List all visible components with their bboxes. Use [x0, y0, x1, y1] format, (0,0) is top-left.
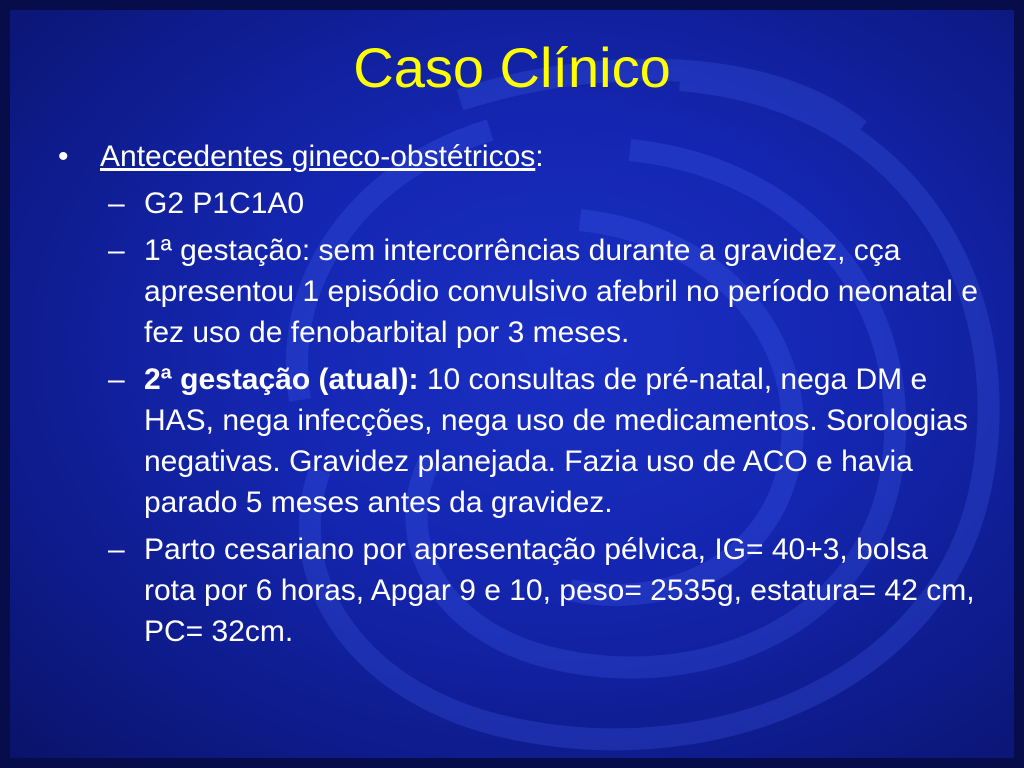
sub-item-parto: [48, 529, 978, 652]
slide-title: Caso Clínico: [353, 36, 671, 99]
section-heading: Antecedentes gineco-obstétricos: [100, 140, 536, 173]
dash-icon: –: [108, 187, 125, 220]
section-heading-suffix: :: [535, 140, 544, 173]
bullet-dot-icon: •: [58, 140, 69, 173]
bullet-item-antecedentes: [48, 136, 978, 177]
dash-icon: –: [108, 363, 125, 396]
sub-item-bold-label: 2ª gestação (atual):: [144, 363, 419, 396]
dash-icon: –: [108, 533, 125, 566]
sub-item-text: 10 consultas de pré-natal, nega DM e HAS, nega infecções, nega uso de medicamentos. Sorologias negativas. Gravidez planejada. Fazia uso de ACO e havia parado 5 meses antes da gravidez.: [144, 363, 968, 519]
dash-icon: –: [108, 234, 125, 267]
sub-item-segunda-gestacao: [48, 359, 978, 523]
sub-item-g2p1c1a0: [48, 183, 978, 224]
sub-item-primeira-gestacao: [48, 230, 978, 353]
sub-item-text: Parto cesariano por apresentação pélvica, IG= 40+3, bolsa rota por 6 horas, Apgar 9 e 10, peso= 2535g, estatura= 42 cm, PC= 32cm.: [144, 533, 975, 648]
sub-item-text: 1ª gestação: sem intercorrências durante a gravidez, cça apresentou 1 episódio convulsivo afebril no período neonatal e fez uso de fenobarbital por 3 meses.: [144, 234, 978, 349]
slide-body: [48, 136, 978, 658]
sub-item-text: G2 P1C1A0: [144, 187, 305, 220]
